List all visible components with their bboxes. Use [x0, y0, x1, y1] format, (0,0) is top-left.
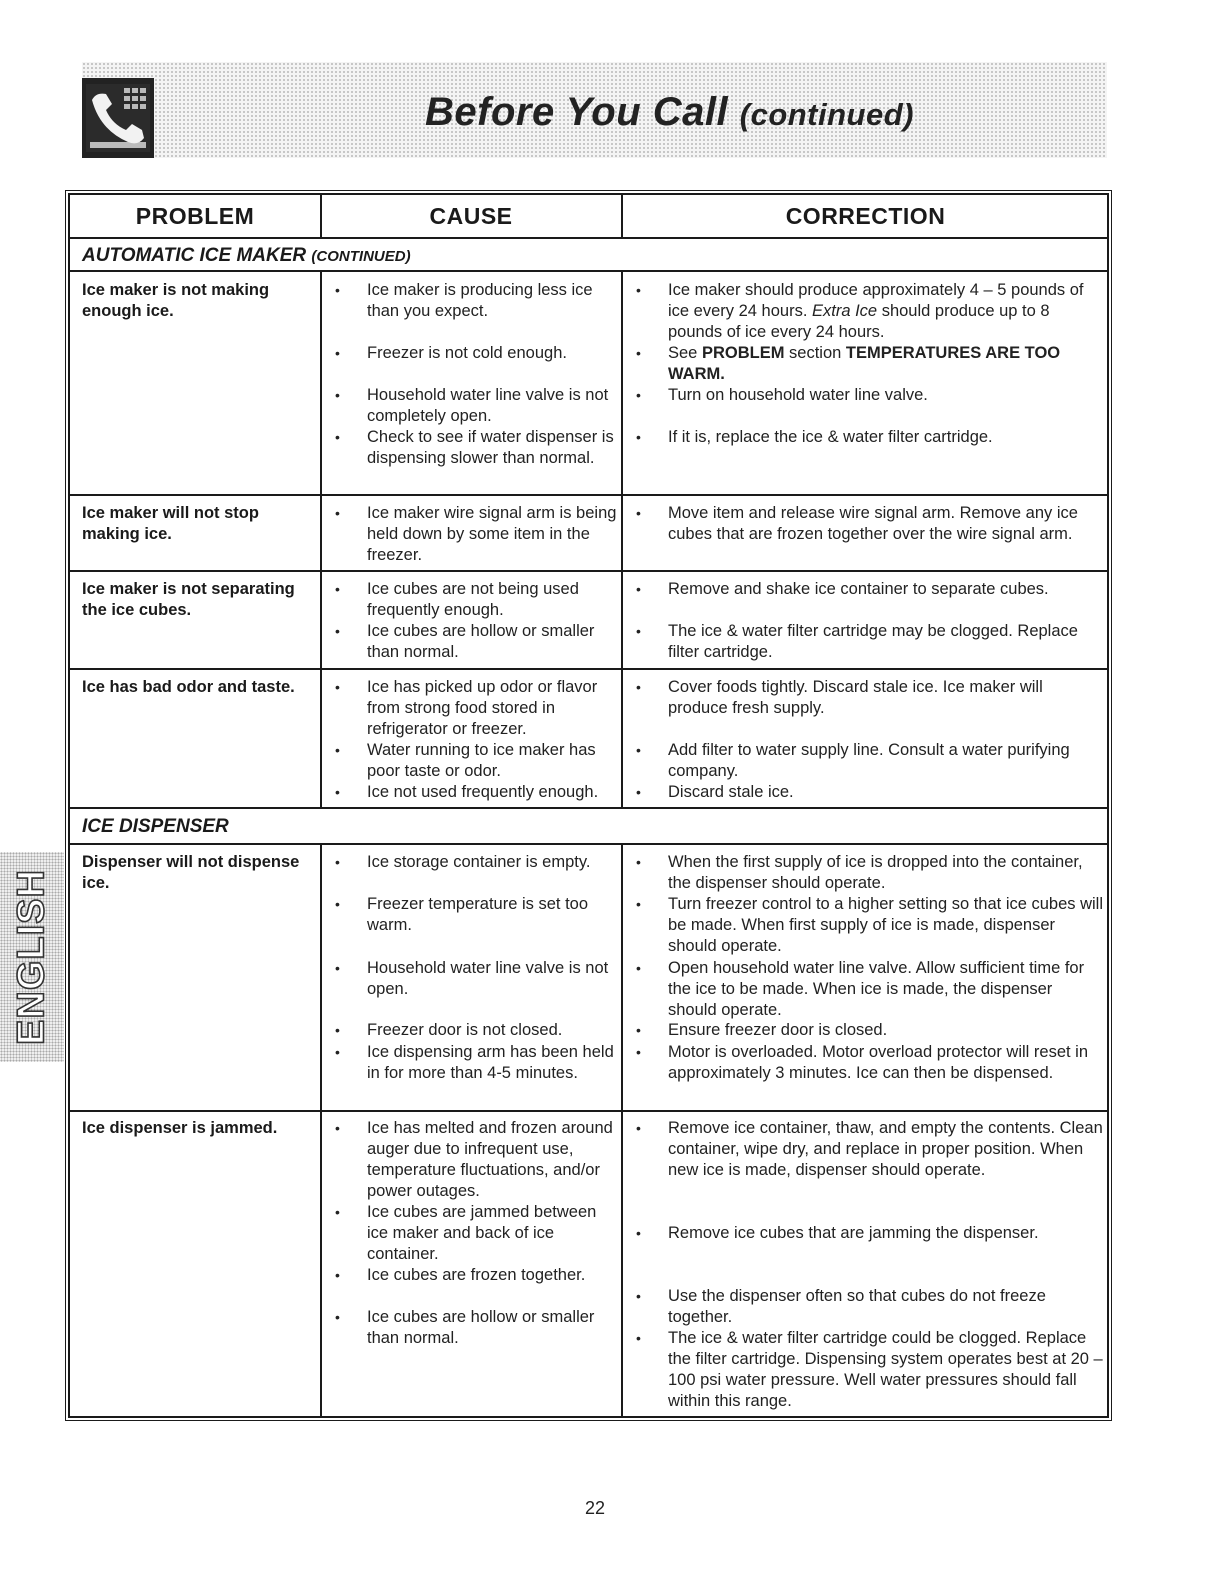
cause-item: • Freezer temperature is set too warm. — [367, 894, 617, 936]
row-divider — [70, 270, 1109, 272]
column-divider — [621, 195, 623, 238]
language-label: ENGLISH — [10, 869, 53, 1045]
phone-icon — [82, 78, 154, 158]
cause-item: • Freezer is not cold enough. — [367, 343, 617, 364]
correction-item: • When the first supply of ice is dropped into the container, the dispenser should operate. — [668, 852, 1104, 894]
cause-item: • Ice maker wire signal arm is being held down by some item in the freezer. — [367, 503, 617, 566]
row-divider — [70, 807, 1109, 809]
column-divider — [621, 271, 623, 807]
row-divider — [70, 1110, 1109, 1112]
cause-item: • Freezer door is not closed. — [367, 1020, 617, 1041]
row-divider — [70, 668, 1109, 670]
cause-item: • Ice cubes are not being used frequently enough. — [367, 579, 617, 621]
cause-item: • Ice has melted and frozen around auger due to infrequent use, temperature fluctuations, and/or power outages. — [367, 1118, 617, 1202]
correction-item: • Use the dispenser often so that cubes do not freeze together. — [668, 1286, 1104, 1328]
cause-item: • Ice cubes are hollow or smaller than normal. — [367, 1307, 617, 1349]
row-divider — [70, 570, 1109, 572]
problem-cell: Ice maker is not separating the ice cubes. — [82, 580, 295, 619]
cause-item: • Ice cubes are hollow or smaller than normal. — [367, 621, 617, 663]
column-header-correction: CORRECTION — [785, 203, 946, 229]
page-title-text: Before You Call — [425, 90, 729, 134]
correction-item: • If it is, replace the ice & water filter cartridge. — [668, 427, 1104, 448]
page-title-suffix: (continued) — [739, 97, 914, 132]
row-divider — [70, 843, 1109, 845]
row-divider — [70, 237, 1109, 239]
column-header-problem: PROBLEM — [135, 203, 255, 229]
correction-item: • Open household water line valve. Allow sufficient time for the ice to be made. When ice is made, the dispenser should operate. — [668, 958, 1104, 1021]
section-title-ice-dispenser: ICE DISPENSER — [82, 816, 229, 837]
cause-item: • Ice storage container is empty. — [367, 852, 617, 873]
correction-item: • Turn freezer control to a higher setting so that ice cubes will be made. When first supply of ice is made, dispenser should operate. — [668, 894, 1104, 957]
cause-item: • Ice maker is producing less ice than you expect. — [367, 280, 617, 322]
correction-item: • Add filter to water supply line. Consult a water purifying company. — [668, 740, 1104, 782]
correction-item: • Cover foods tightly. Discard stale ice. Ice maker will produce fresh supply. — [668, 677, 1104, 719]
correction-item: • Discard stale ice. — [668, 782, 1104, 803]
problem-cell: Ice dispenser is jammed. — [82, 1119, 278, 1137]
correction-item: • Move item and release wire signal arm. Remove any ice cubes that are frozen together over the wire signal arm. — [668, 503, 1104, 545]
section-title-suffix: (CONTINUED) — [311, 248, 411, 265]
column-divider — [621, 844, 623, 1416]
cause-item: • Ice not used frequently enough. — [367, 782, 617, 803]
correction-item: • The ice & water filter cartridge may be clogged. Replace filter cartridge. — [668, 621, 1104, 663]
correction-item: • The ice & water filter cartridge could be clogged. Replace the filter cartridge. Dispensing system operates best at 20 – 100 psi water pressure. Well water pressures should fall within this range. — [668, 1328, 1104, 1412]
correction-item: • Turn on household water line valve. — [668, 385, 1104, 406]
cause-item: • Water running to ice maker has poor taste or odor. — [367, 740, 617, 782]
correction-item: • Motor is overloaded. Motor overload protector will reset in approximately 3 minutes. Ice can then be dispensed. — [668, 1042, 1104, 1084]
cause-item: • Ice cubes are jammed between ice maker and back of ice container. — [367, 1202, 617, 1265]
cause-item: • Check to see if water dispenser is dispensing slower than normal. — [367, 427, 617, 469]
column-divider — [320, 844, 322, 1416]
column-divider — [320, 271, 322, 807]
section-title-automatic-ice-maker — [82, 245, 411, 267]
problem-cell: Ice maker is not making enough ice. — [82, 281, 270, 320]
correction-item: • Ensure freezer door is closed. — [668, 1020, 1104, 1041]
language-side-tab — [0, 852, 64, 1062]
correction-item: • See PROBLEM section TEMPERATURES ARE TOO WARM. — [668, 343, 1104, 385]
cause-item: • Ice has picked up odor or flavor from strong food stored in refrigerator or freezer. — [367, 677, 617, 740]
page-number: 22 — [584, 1498, 606, 1518]
correction-item: • Remove ice cubes that are jamming the dispenser. — [668, 1223, 1104, 1244]
column-header-cause: CAUSE — [429, 203, 513, 229]
problem-cell: Dispenser will not dispense ice. — [82, 853, 300, 892]
section-title-text: AUTOMATIC ICE MAKER — [82, 245, 307, 266]
cause-item: • Ice cubes are frozen together. — [367, 1265, 617, 1286]
column-divider — [320, 195, 322, 238]
problem-cell: Ice maker will not stop making ice. — [82, 504, 259, 543]
page-title — [425, 90, 925, 150]
cause-item: • Household water line valve is not open. — [367, 958, 617, 1000]
correction-item: • Ice maker should produce approximately 4 – 5 pounds of ice every 24 hours. Extra Ice should produce up to 8 pounds of ice every 24 hours. — [668, 280, 1104, 343]
row-divider — [70, 494, 1109, 496]
correction-item: • Remove and shake ice container to separate cubes. — [668, 579, 1104, 600]
correction-item: • Remove ice container, thaw, and empty the contents. Clean container, wipe dry, and replace in proper position. When new ice is made, dispenser should operate. — [668, 1118, 1104, 1181]
problem-cell: Ice has bad odor and taste. — [82, 678, 295, 696]
cause-item: • Household water line valve is not completely open. — [367, 385, 617, 427]
cause-item: • Ice dispensing arm has been held in for more than 4-5 minutes. — [367, 1042, 617, 1084]
